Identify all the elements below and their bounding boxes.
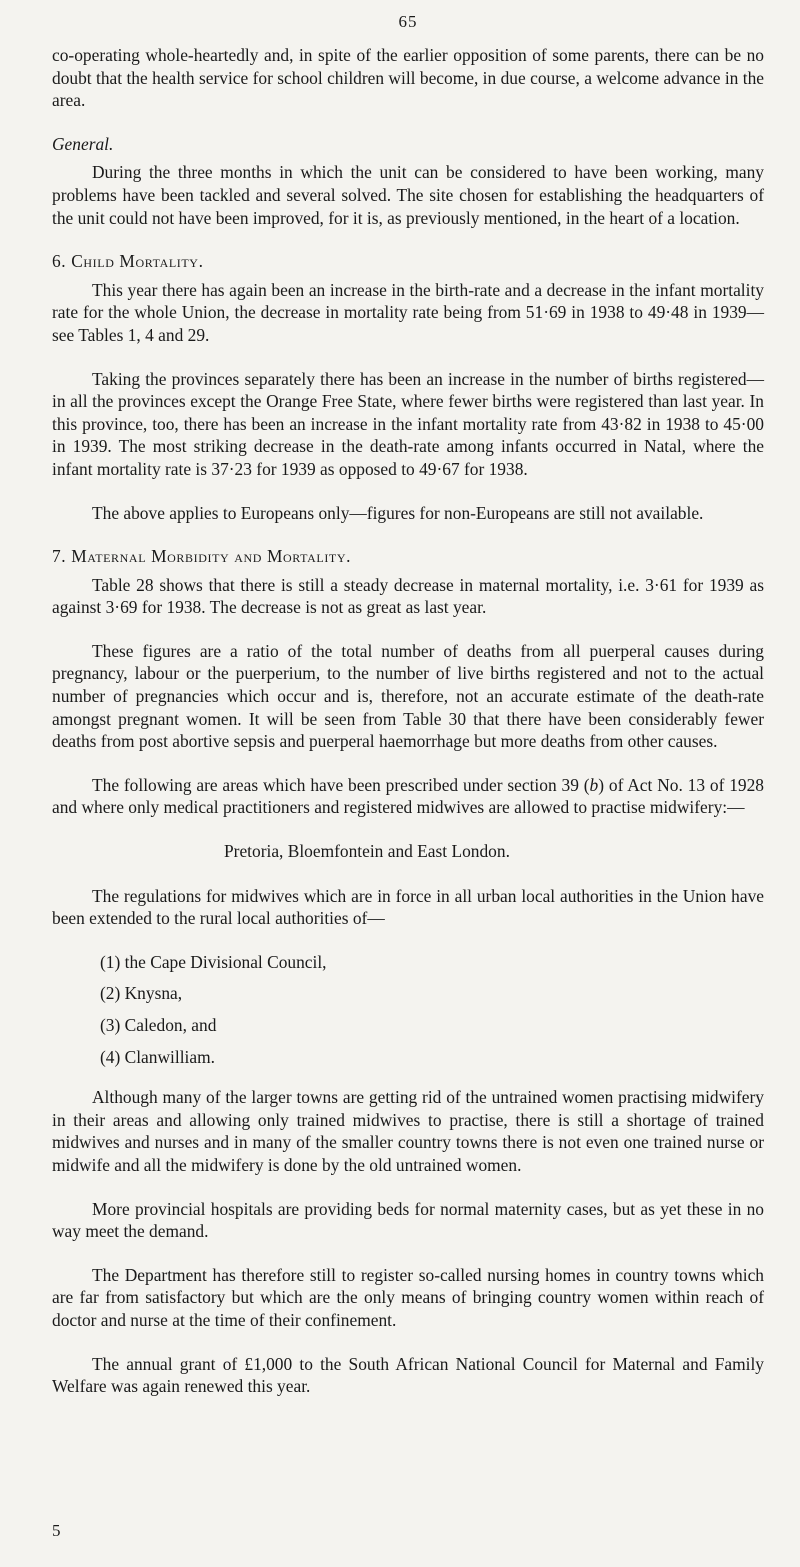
paragraph-towns: Although many of the larger towns are getting rid of the untrained women practising midwifery in their areas and allowing only trained midwives to practise, there is still a shortage of trained midwives and nurses and in many of the smaller country towns there is not even one trained nurse or midwife and all the midwifery is done by the old untrained women. xyxy=(52,1087,764,1175)
paragraph-hospitals: More provincial hospitals are providing beds for normal maternity cases, but as yet these in no way meet the demand. xyxy=(52,1198,764,1242)
paragraph-grant: The annual grant of £1,000 to the South African National Council for Maternal and Family Welfare was again renewed this year. xyxy=(52,1353,764,1397)
maternal-3-part-c: ) of Act No. 13 of 1928 and where only medical practitioners and registered midwives are allowed to practise midwifery:— xyxy=(52,774,764,818)
paragraph-child-mortality-3: The above applies to Europeans only—figures for non-Europeans are still not available. xyxy=(92,502,704,523)
section-7-title: Maternal Morbidity and Mortality. xyxy=(71,546,352,567)
paragraph-maternal-2: These figures are a ratio of the total number of deaths from all puerperal causes during pregnancy, labour or the puerperium, to the number of live births registered and not to the actual number of pregnancies which occur and is, therefore, not an accurate estimate of the death-rate amongst pregnant women. It will be seen from Table 30 that there have been considerably fewer deaths from post abortive sepsis and puerperal haemorrhage but more deaths from other causes. xyxy=(52,640,764,752)
maternal-3-part-b: b xyxy=(589,774,599,795)
paragraph-regulations: The regulations for midwives which are in force in all urban local authorities in the Union have been extended to the rural local authorities of— xyxy=(52,885,764,929)
paragraph-intro: co-operating whole-heartedly and, in spite of the earlier opposition of some parents, there can be no doubt that the health service for school children will become, in due course, a welcome advance in the area. xyxy=(52,45,764,111)
signature-mark: 5 xyxy=(52,1521,61,1540)
section-7-number: 7. xyxy=(52,546,67,567)
list-item: (1) the Cape Divisional Council, xyxy=(100,951,327,972)
section-6-heading xyxy=(52,250,764,273)
section-7-heading xyxy=(52,545,764,568)
paragraph-child-mortality-2: Taking the provinces separately there has been an increase in the number of births registered—in all the provinces except the Orange Free State, where fewer births were registered than last year. In this province, too, there has been an increase in the infant mortality rate from 43·82 in 1938 to 45·00 in 1939. The most striking decrease in the death-rate among infants occurred in Natal, where the infant mortality rate is 37·23 for 1939 as opposed to 49·67 for 1938. xyxy=(52,368,764,479)
general-heading: General. xyxy=(52,133,114,154)
page-number: 65 xyxy=(398,12,418,31)
councils-list xyxy=(52,951,764,1068)
list-item: (4) Clanwilliam. xyxy=(100,1046,215,1067)
paragraph-maternal-1: Table 28 shows that there is still a steady decrease in maternal mortality, i.e. 3·61 for 1939 as against 3·69 for 1938. The decrease is not as great as last year. xyxy=(52,574,764,618)
list-item: (3) Caledon, and xyxy=(100,1015,217,1035)
paragraph-general: During the three months in which the unit can be considered to have been working, many problems have been tackled and several solved. The site chosen for establishing the headquarters of the unit could not have been improved, for it is, as previously mentioned, in the heart of a location. xyxy=(52,162,764,228)
prescribed-areas: Pretoria, Bloemfontein and East London. xyxy=(224,841,510,862)
maternal-3-part-a: The following are areas which have been prescribed under section 39 ( xyxy=(92,774,590,795)
page-content xyxy=(52,44,764,1419)
paragraph-department: The Department has therefore still to register so-called nursing homes in country towns which are far from satisfactory but which are the only means of bringing country women within reach of doctor and nurse at the time of their confinement. xyxy=(52,1264,764,1330)
paragraph-maternal-3 xyxy=(52,774,764,819)
list-item: (2) Knysna, xyxy=(100,983,183,1004)
section-6-title: Child Mortality. xyxy=(71,251,204,272)
document-page xyxy=(52,0,764,1567)
section-6-number: 6. xyxy=(52,251,67,272)
paragraph-child-mortality-1: This year there has again been an increase in the birth-rate and a decrease in the infant mortality rate for the whole Union, the decrease in mortality rate being from 51·69 in 1938 to 49·48 in 1939—see Tables 1, 4 and 29. xyxy=(52,279,764,345)
